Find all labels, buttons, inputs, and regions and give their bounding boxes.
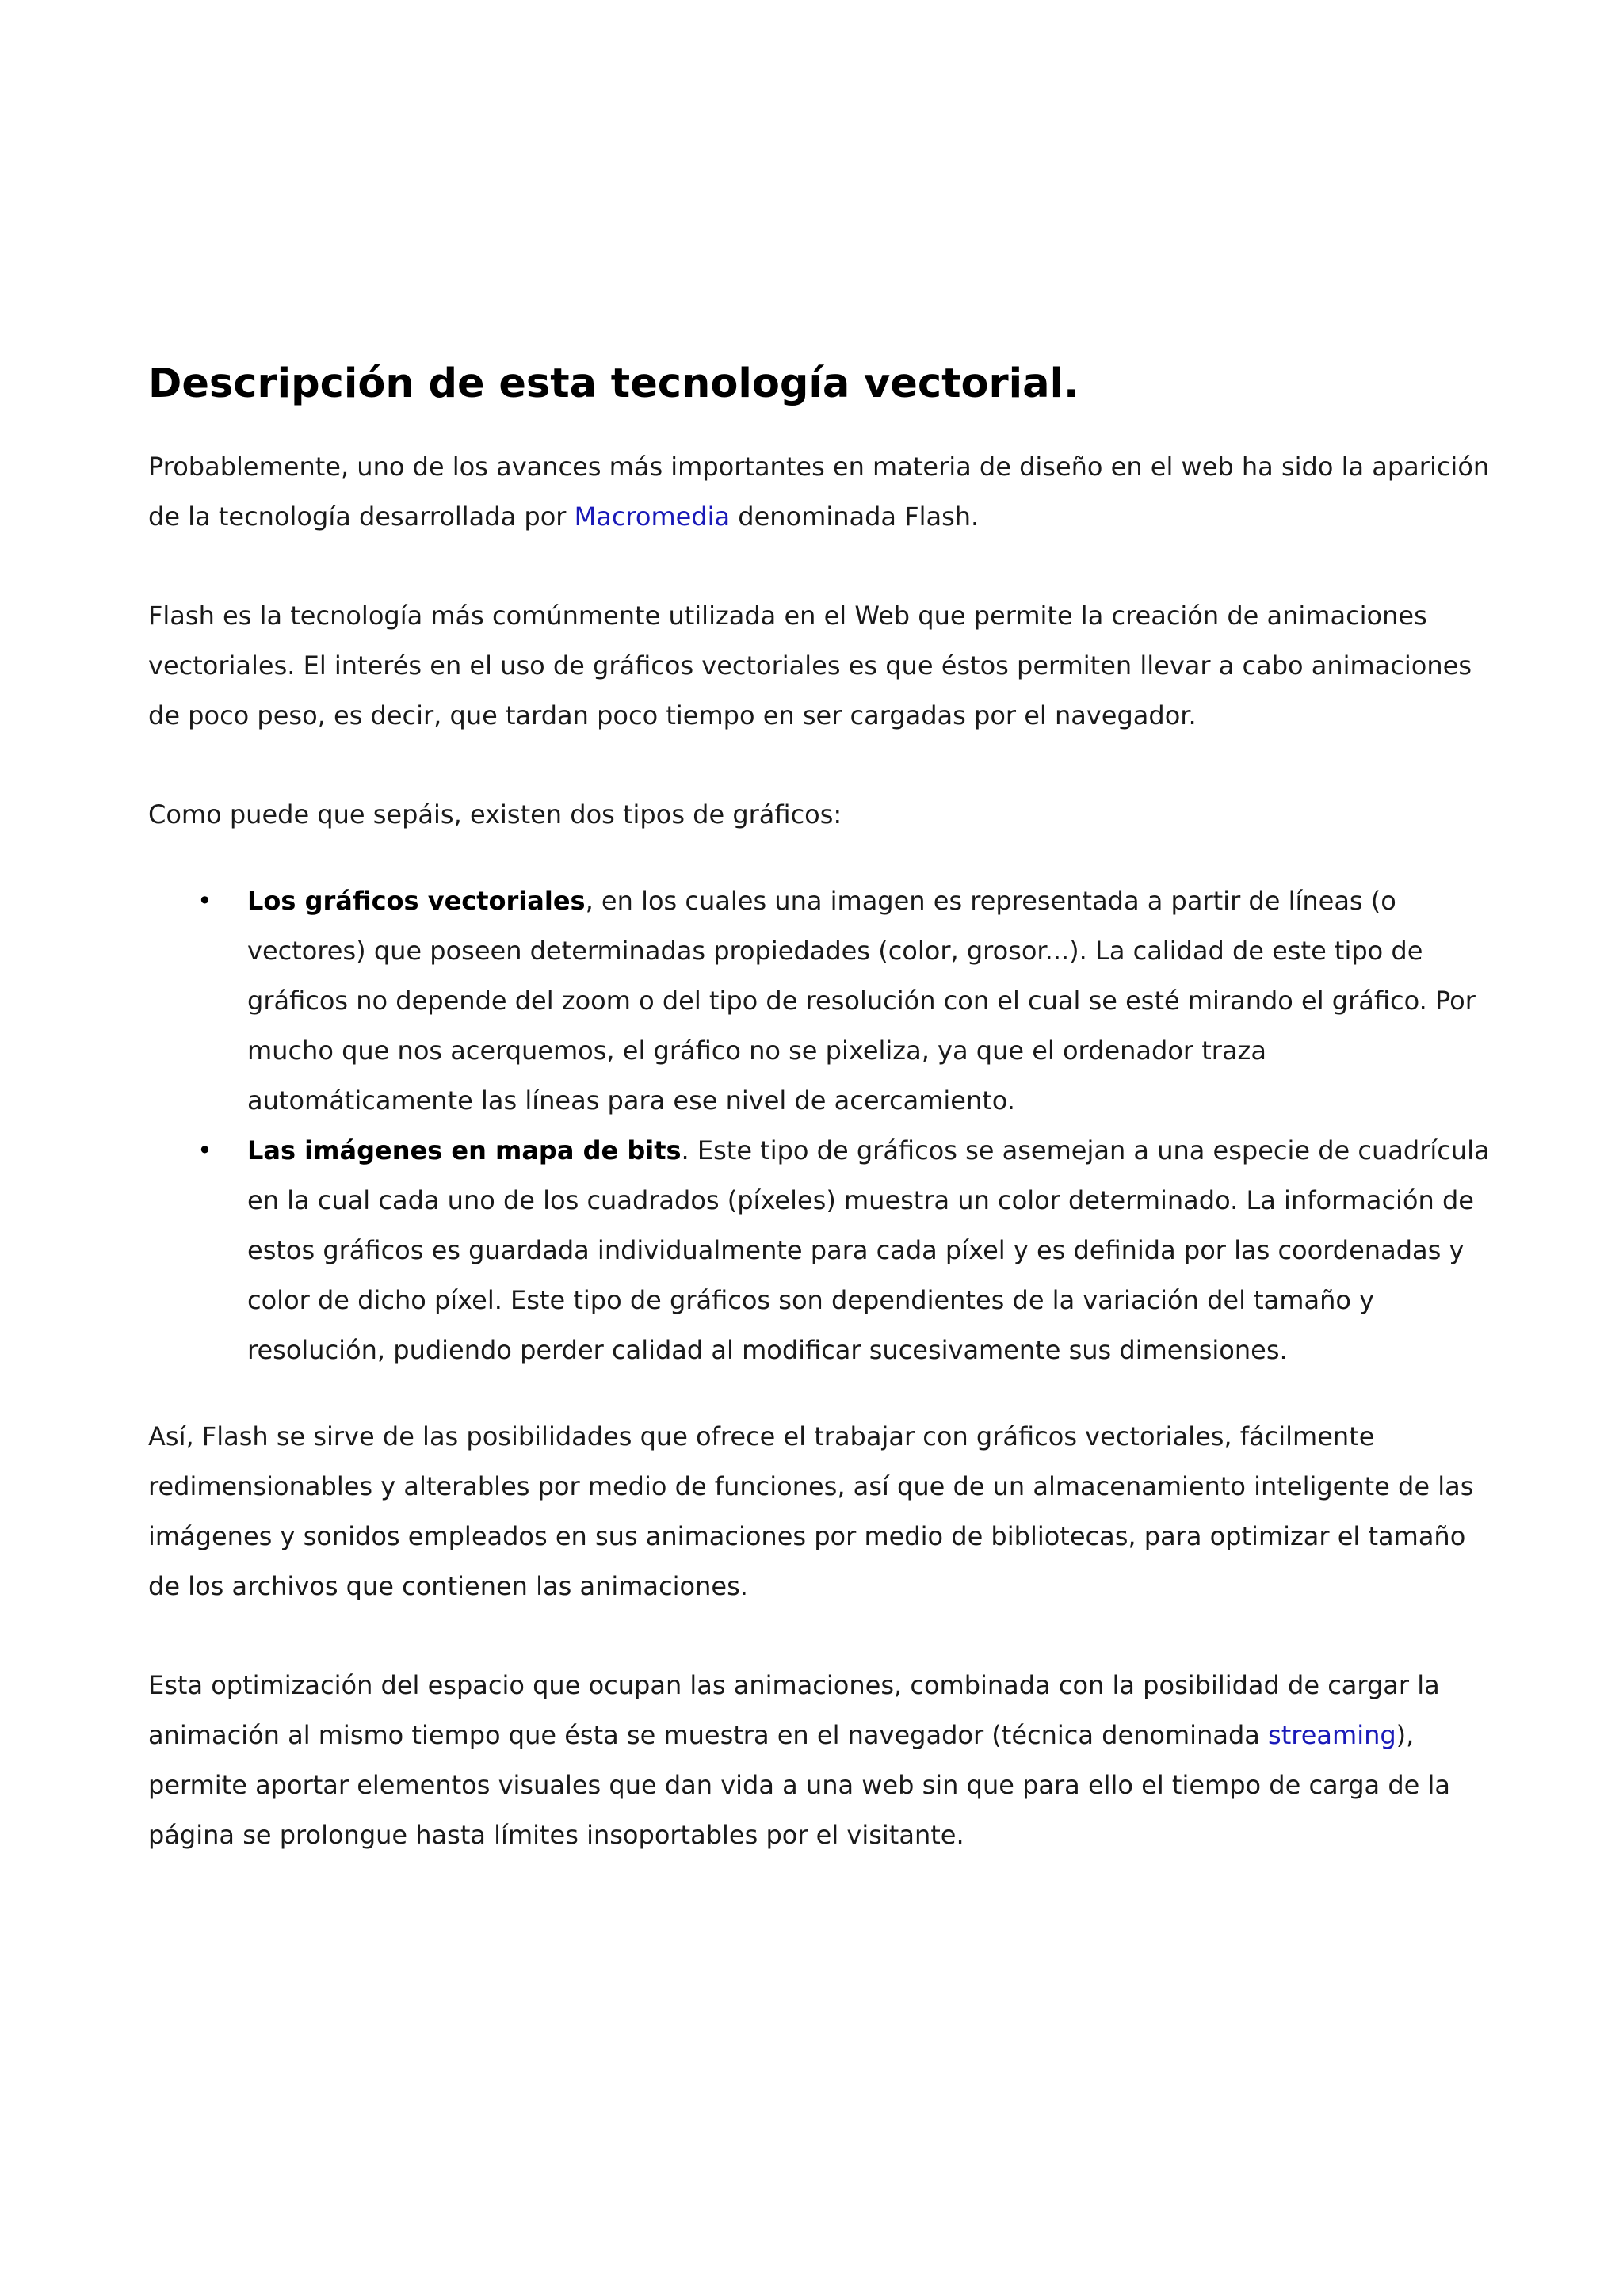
streaming-link[interactable]: streaming bbox=[1268, 1720, 1396, 1750]
streaming-paragraph bbox=[148, 1661, 1495, 1860]
list-item-text: , en los cuales una imagen es representada a partir de líneas (o vectores) que poseen determinadas propiedades (color, grosor...). La calidad de este tipo de gráficos no depende del zoom o del tipo de resolución con el cual se esté mirando el gráfico. Por mucho que nos acerquemos, el gráfico no se pixeliza, ya que el ordenador traza automáticamente las líneas para ese nivel de acercamiento. bbox=[247, 886, 1476, 1116]
list-item-bitmap-images bbox=[148, 1126, 1495, 1375]
page-title: Descripción de esta tecnología vectorial. bbox=[148, 360, 1079, 407]
list-item-text: . Este tipo de gráficos se asemejan a una especie de cuadrícula en la cual cada uno de los cuadrados (píxeles) muestra un color determinado. La información de estos gráficos es guardada individualmente para cada píxel y es definida por las coordenadas y color de dicho píxel. Este tipo de gráficos son dependientes de la variación del tamaño y resolución, pudiendo perder calidad al modificar sucesivamente sus dimensiones. bbox=[247, 1135, 1490, 1365]
document-page bbox=[148, 357, 1495, 1860]
list-item-term: Los gráficos vectoriales bbox=[247, 886, 586, 916]
list-item-term: Las imágenes en mapa de bits bbox=[247, 1135, 682, 1165]
graphics-types-list bbox=[148, 876, 1495, 1375]
paragraph-spacer bbox=[148, 1375, 1495, 1412]
paragraph-spacer bbox=[148, 741, 1495, 790]
bullet-icon: • bbox=[197, 1135, 212, 1165]
bullet-icon: • bbox=[197, 886, 212, 916]
paragraph-spacer bbox=[148, 1611, 1495, 1661]
intro-text-start: Probablemente, uno de los avances más importantes en materia de diseño en el web ha sido la aparición de la tecnología desarrollada por bbox=[148, 452, 1490, 532]
intro-text-end: denominada Flash. bbox=[730, 502, 980, 532]
flash-description-paragraph: Flash es la tecnología más comúnmente utilizada en el Web que permite la creación de animaciones vectoriales. El interés en el uso de gráficos vectoriales es que éstos permiten llevar a cabo animaciones de poco peso, es decir, que tardan poco tiempo en ser cargadas por el navegador. bbox=[148, 601, 1472, 730]
paragraph-spacer bbox=[148, 840, 1495, 876]
list-item-vector-graphics bbox=[148, 876, 1495, 1126]
streaming-text-start: Esta optimización del espacio que ocupan las animaciones, combinada con la posibilidad de cargar la animación al mismo tiempo que ésta se muestra en el navegador (técnica denominada bbox=[148, 1670, 1440, 1750]
intro-paragraph bbox=[148, 442, 1495, 542]
streaming-text-end: ), permite aportar elementos visuales que dan vida a una web sin que para ello el tiempo de carga de la página se prolongue hasta límites insoportables por el visitante. bbox=[148, 1720, 1450, 1850]
graphics-types-intro: Como puede que sepáis, existen dos tipos de gráficos: bbox=[148, 799, 842, 830]
macromedia-link[interactable]: Macromedia bbox=[574, 502, 731, 532]
paragraph-spacer bbox=[148, 542, 1495, 591]
flash-optimization-paragraph: Así, Flash se sirve de las posibilidades que ofrece el trabajar con gráficos vectoriales, fácilmente redimensionables y alterables por medio de funciones, así que de un almacenamiento inteligente de las imágenes y sonidos empleados en sus animaciones por medio de bibliotecas, para optimizar el tamaño de los archivos que contienen las animaciones. bbox=[148, 1421, 1474, 1601]
